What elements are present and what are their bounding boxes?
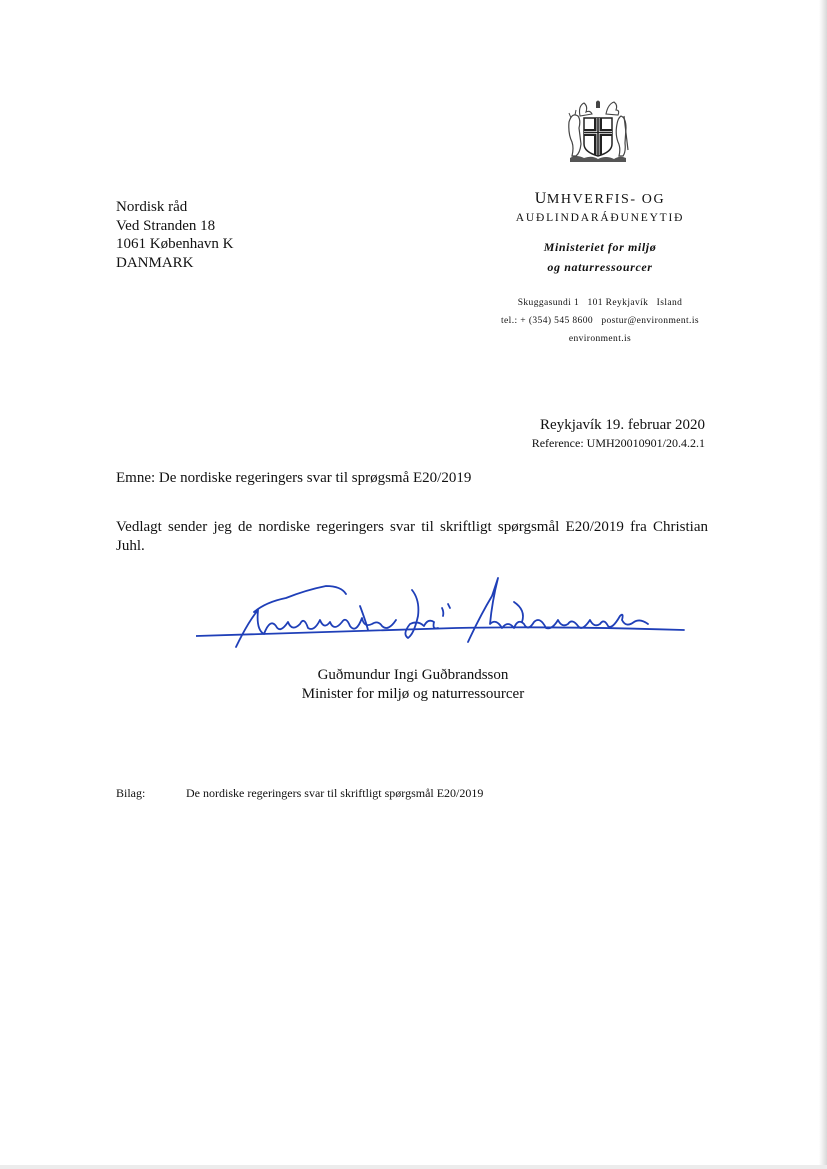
coat-of-arms-icon <box>566 98 630 168</box>
ministry-name-line2: AUÐLINDARÁÐUNEYTIÐ <box>515 212 685 224</box>
attachments-value: De nordiske regeringers svar til skriftligt spørgsmål E20/2019 <box>186 786 484 800</box>
signer-title: Minister for miljø og naturressourcer <box>301 686 525 702</box>
ministry-website: environment.is <box>568 334 632 344</box>
recipient-line: DANMARK <box>116 254 194 271</box>
recipient-line: 1061 København K <box>116 236 234 252</box>
handwritten-signature <box>196 572 686 654</box>
ministry-phone-email: tel.: + (354) 545 8600 postur@environment.is <box>501 316 699 326</box>
ministry-name-initial: U <box>534 190 547 207</box>
attachments-label: Bilag: <box>116 786 146 800</box>
ministry-name-line1 <box>470 190 730 208</box>
recipient-address <box>116 198 233 272</box>
letter-body: Vedlagt sender jeg de nordiske regeringers svar til skriftligt spørgsmål E20/2019 fra Christian Juhl. <box>116 519 708 554</box>
page-edge-shadow <box>819 0 827 1169</box>
signer-name: Guðmundur Ingi Guðbrandsson <box>317 667 509 683</box>
ministry-danish-name <box>470 237 730 277</box>
ministry-name-rest: MHVERFIS- OG <box>546 192 666 207</box>
ministry-danish-line2: og naturressourcer <box>547 260 653 274</box>
ministry-contact <box>470 294 730 348</box>
letter-subject: Emne: De nordiske regeringers svar til sprøgsmå E20/2019 <box>116 470 472 486</box>
ministry-address: Skuggasundi 1 101 Reykjavík Island <box>517 298 683 308</box>
date-reference-block <box>532 417 705 451</box>
recipient-line: Nordisk råd <box>116 199 188 215</box>
page-bottom-edge <box>0 1165 827 1169</box>
letter-date: Reykjavík 19. februar 2020 <box>540 417 705 433</box>
signer-block <box>298 666 528 704</box>
ministry-letterhead <box>470 190 730 348</box>
letter-reference: Reference: UMH20010901/20.4.2.1 <box>531 436 705 450</box>
recipient-line: Ved Stranden 18 <box>116 217 216 234</box>
ministry-danish-line1: Ministeriet for miljø <box>543 240 657 254</box>
